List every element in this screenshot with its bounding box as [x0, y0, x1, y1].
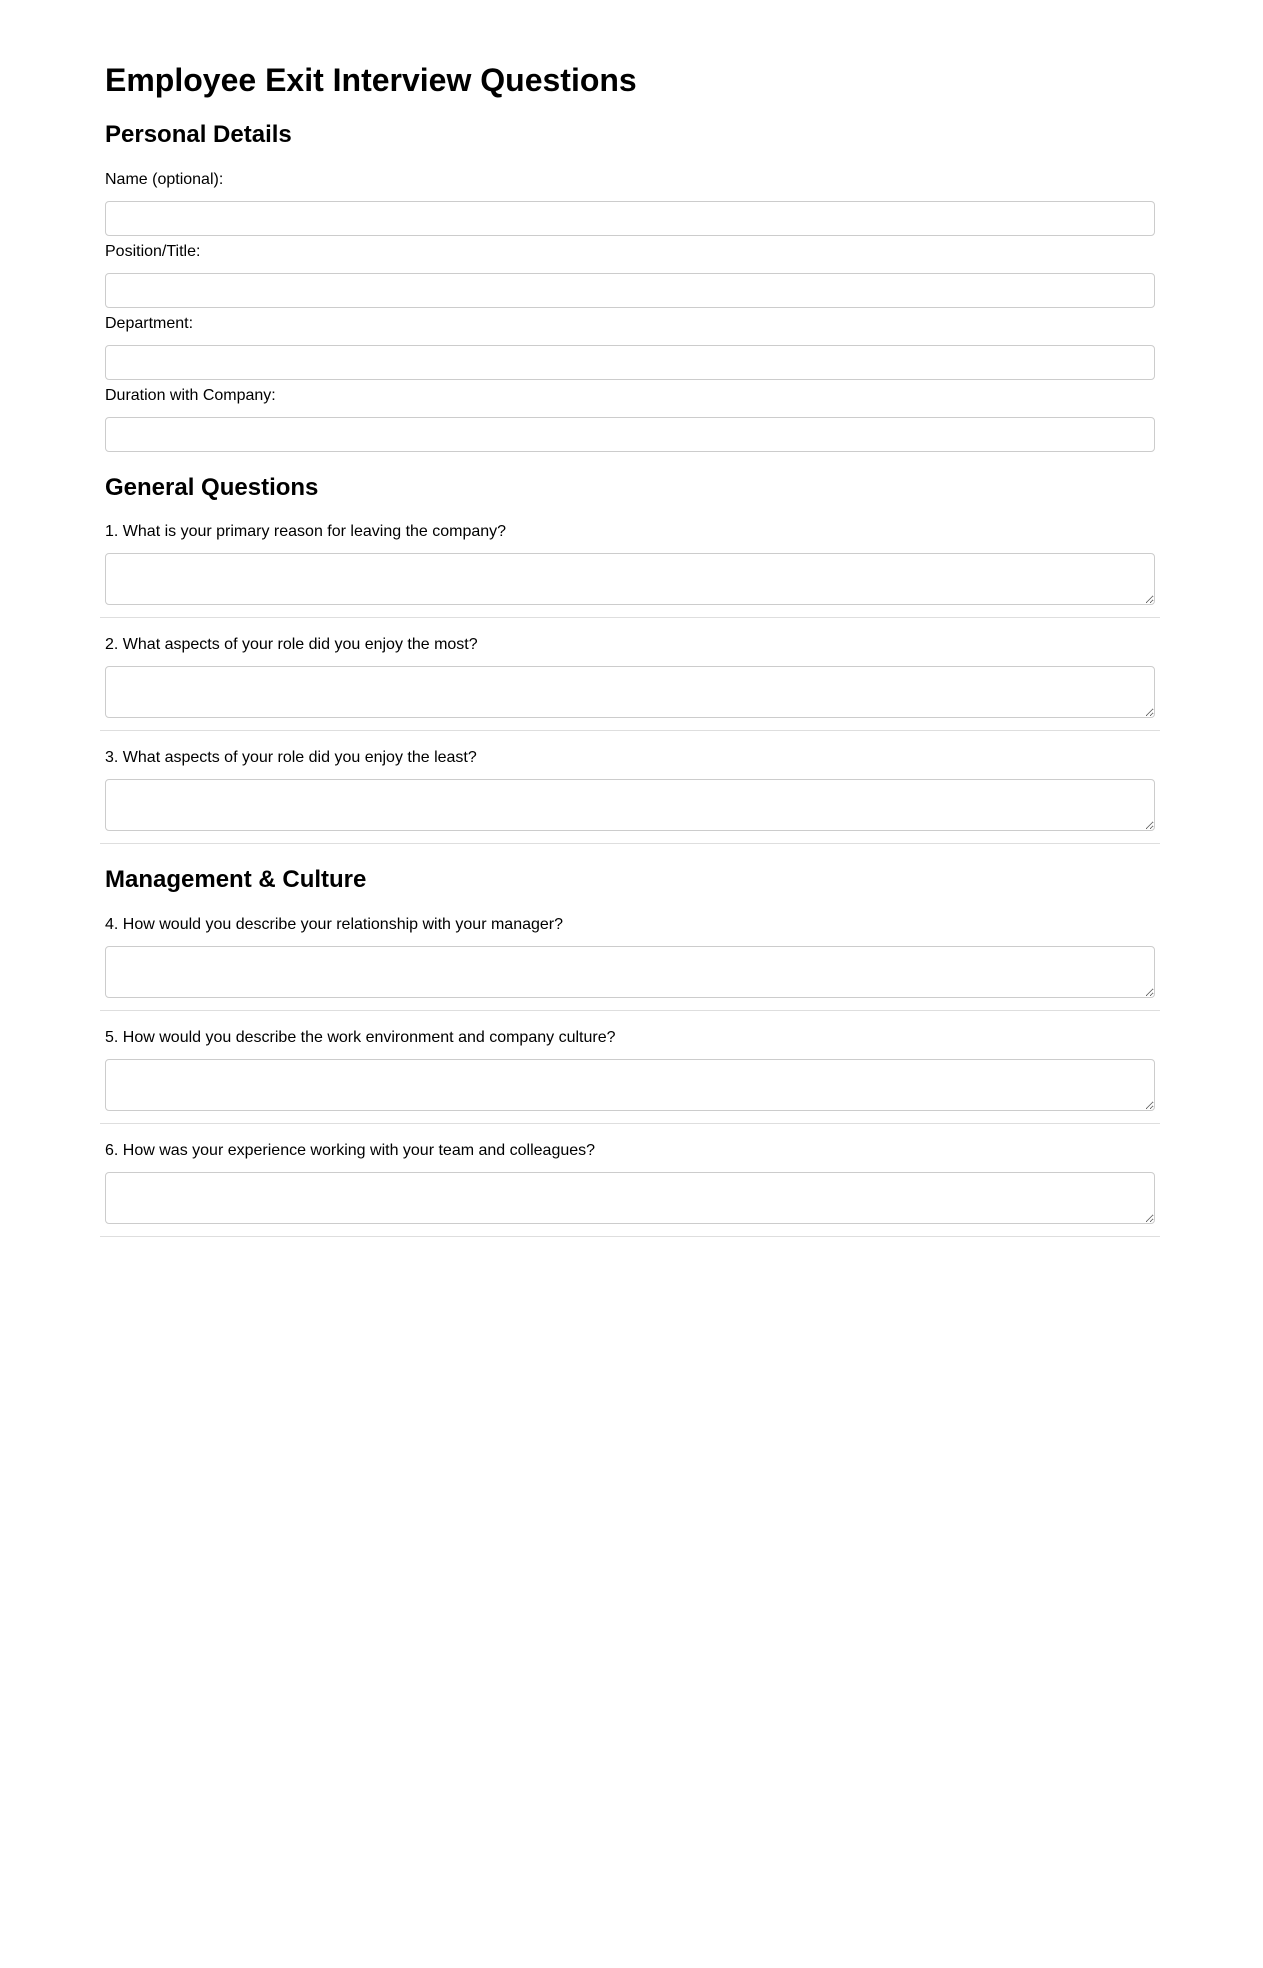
question-1-answer-textarea[interactable]	[105, 553, 1155, 605]
question-1	[105, 522, 1155, 618]
divider	[100, 843, 1160, 844]
section-management-culture	[105, 866, 1155, 1237]
question-2-answer-textarea[interactable]	[105, 666, 1155, 718]
question-6-answer-textarea[interactable]	[105, 1172, 1155, 1224]
field-department	[105, 314, 1155, 380]
question-5-label: 5. How would you describe the work environment and company culture?	[105, 1029, 616, 1047]
position-title-label: Position/Title:	[105, 242, 201, 260]
question-4-label: 4. How would you describe your relationship with your manager?	[105, 916, 564, 934]
divider	[100, 1123, 1160, 1124]
position-title-input[interactable]	[105, 273, 1155, 308]
name-label: Name (optional):	[105, 170, 224, 188]
field-duration	[105, 386, 1155, 452]
field-name	[105, 170, 1155, 236]
section-personal-details	[105, 121, 1155, 452]
question-5-answer-textarea[interactable]	[105, 1059, 1155, 1111]
question-1-label: 1. What is your primary reason for leaving the company?	[105, 523, 507, 541]
question-4-answer-textarea[interactable]	[105, 946, 1155, 998]
question-3-label: 3. What aspects of your role did you enjoy the least?	[105, 749, 477, 767]
duration-label: Duration with Company:	[105, 386, 276, 404]
management-culture-heading: Management & Culture	[105, 866, 367, 894]
divider	[100, 617, 1160, 618]
question-4	[105, 915, 1155, 1011]
question-2	[105, 635, 1155, 731]
question-6	[105, 1141, 1155, 1237]
divider	[100, 1236, 1160, 1237]
name-input[interactable]	[105, 201, 1155, 236]
question-6-label: 6. How was your experience working with your team and colleagues?	[105, 1142, 596, 1160]
field-position-title	[105, 242, 1155, 308]
section-general-questions	[105, 474, 1155, 845]
general-questions-heading: General Questions	[105, 473, 319, 501]
question-2-label: 2. What aspects of your role did you enjoy the most?	[105, 636, 478, 654]
question-3	[105, 748, 1155, 844]
page-title: Employee Exit Interview Questions	[105, 62, 637, 98]
question-5	[105, 1028, 1155, 1124]
department-input[interactable]	[105, 345, 1155, 380]
divider	[100, 1010, 1160, 1011]
department-label: Department:	[105, 314, 194, 332]
question-3-answer-textarea[interactable]	[105, 779, 1155, 831]
divider	[100, 730, 1160, 731]
duration-input[interactable]	[105, 417, 1155, 452]
personal-details-heading: Personal Details	[105, 120, 292, 148]
